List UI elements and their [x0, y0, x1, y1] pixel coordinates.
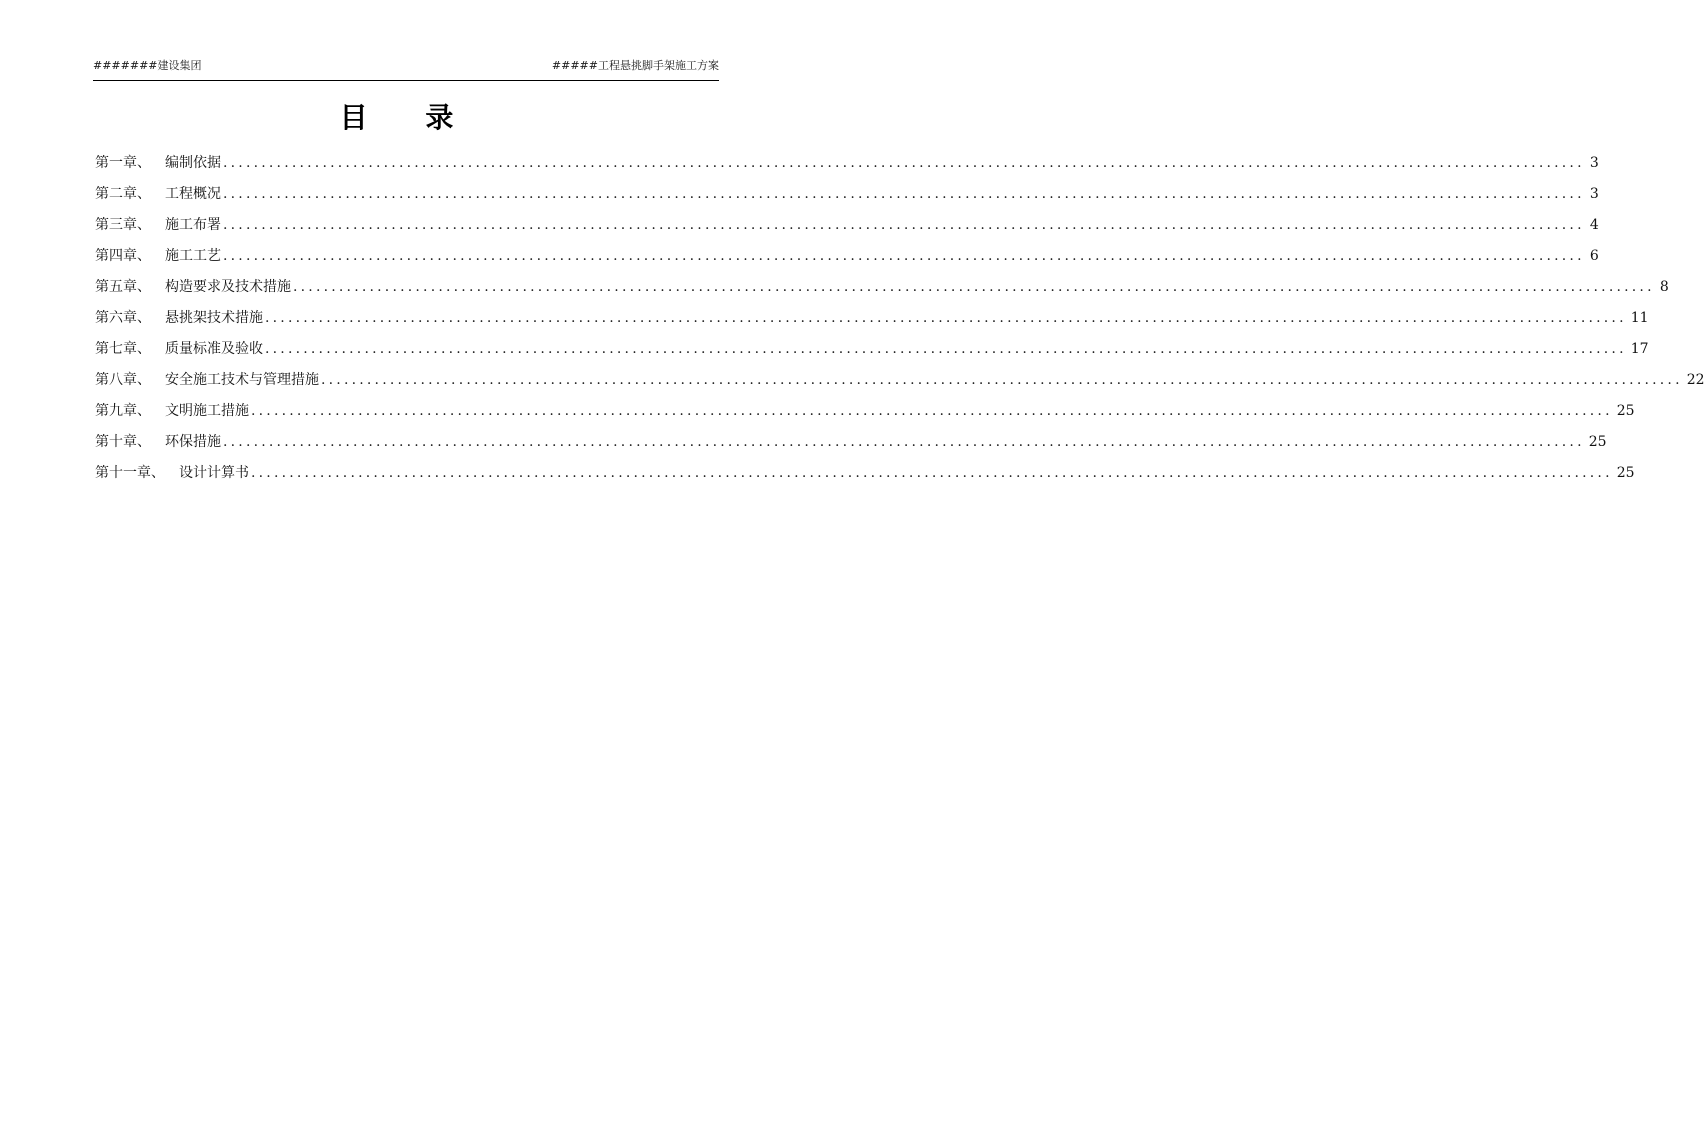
toc-chapter-number: 第十章、 — [95, 434, 151, 450]
toc-entry[interactable] — [95, 245, 1599, 276]
toc-entry-label: 安全施工技术与管理措施 — [165, 372, 319, 388]
dot-leader: .................................................................................................................................................................................. — [223, 186, 1585, 202]
toc-entry-label: 环保措施 — [165, 434, 221, 450]
toc-entry[interactable] — [95, 152, 1599, 183]
toc-page-number: 6 — [1589, 248, 1599, 264]
toc-entry-label: 质量标准及验收 — [165, 341, 263, 357]
toc-entry[interactable] — [95, 338, 1649, 369]
toc-chapter-number: 第五章、 — [95, 279, 151, 295]
toc-chapter-number: 第八章、 — [95, 372, 151, 388]
dot-leader: .................................................................................................................................................................................. — [265, 341, 1627, 357]
toc-page-number: 17 — [1630, 341, 1649, 357]
toc-chapter-number: 第十一章、 — [95, 465, 165, 481]
toc-title: 目 录 — [339, 101, 478, 134]
toc-entry[interactable] — [95, 369, 1705, 400]
toc-page-number: 11 — [1630, 310, 1649, 326]
toc-chapter-number: 第七章、 — [95, 341, 151, 357]
toc-page-number: 22 — [1686, 372, 1705, 388]
header-company-name: #######建设集团 — [93, 59, 202, 72]
toc-chapter-number: 第六章、 — [95, 310, 151, 326]
dot-leader: .................................................................................................................................................................................. — [251, 465, 1613, 481]
toc-page-number: 3 — [1589, 155, 1599, 171]
toc-entry-label: 施工布署 — [165, 217, 221, 233]
toc-entry-label: 悬挑架技术措施 — [165, 310, 263, 326]
toc-entry-label: 构造要求及技术措施 — [165, 279, 291, 295]
toc-chapter-number: 第四章、 — [95, 248, 151, 264]
toc-entry[interactable] — [95, 214, 1599, 245]
toc-page-number: 3 — [1589, 186, 1599, 202]
toc-entry[interactable] — [95, 183, 1599, 214]
dot-leader: .................................................................................................................................................................................. — [293, 279, 1655, 295]
toc-chapter-number: 第二章、 — [95, 186, 151, 202]
toc-entry[interactable] — [95, 307, 1649, 338]
toc-page-number: 8 — [1659, 279, 1669, 295]
toc-entry-label: 工程概况 — [165, 186, 221, 202]
header-document-title: #####工程悬挑脚手架施工方案 — [551, 59, 719, 72]
toc-chapter-number: 第三章、 — [95, 217, 151, 233]
dot-leader: .................................................................................................................................................................................. — [265, 310, 1627, 326]
toc-chapter-number: 第一章、 — [95, 155, 151, 171]
toc-entry[interactable] — [95, 462, 1635, 493]
header-divider — [93, 80, 719, 81]
toc-page-number: 4 — [1589, 217, 1599, 233]
table-of-contents — [95, 152, 1705, 493]
toc-entry[interactable] — [95, 400, 1635, 431]
dot-leader: .................................................................................................................................................................................. — [223, 248, 1585, 264]
toc-page-number: 25 — [1588, 434, 1607, 450]
dot-leader: .................................................................................................................................................................................. — [223, 434, 1585, 450]
dot-leader: .................................................................................................................................................................................. — [321, 372, 1683, 388]
toc-page-number: 25 — [1616, 465, 1635, 481]
toc-entry-label: 编制依据 — [165, 155, 221, 171]
toc-entry-label: 施工工艺 — [165, 248, 221, 264]
toc-chapter-number: 第九章、 — [95, 403, 151, 419]
toc-page-number: 25 — [1616, 403, 1635, 419]
toc-entry[interactable] — [95, 276, 1669, 307]
dot-leader: .................................................................................................................................................................................. — [223, 155, 1585, 171]
toc-entry-label: 设计计算书 — [179, 465, 249, 481]
toc-entry[interactable] — [95, 431, 1607, 462]
toc-entry-label: 文明施工措施 — [165, 403, 249, 419]
dot-leader: .................................................................................................................................................................................. — [251, 403, 1613, 419]
dot-leader: .................................................................................................................................................................................. — [223, 217, 1585, 233]
page-header — [93, 57, 719, 77]
